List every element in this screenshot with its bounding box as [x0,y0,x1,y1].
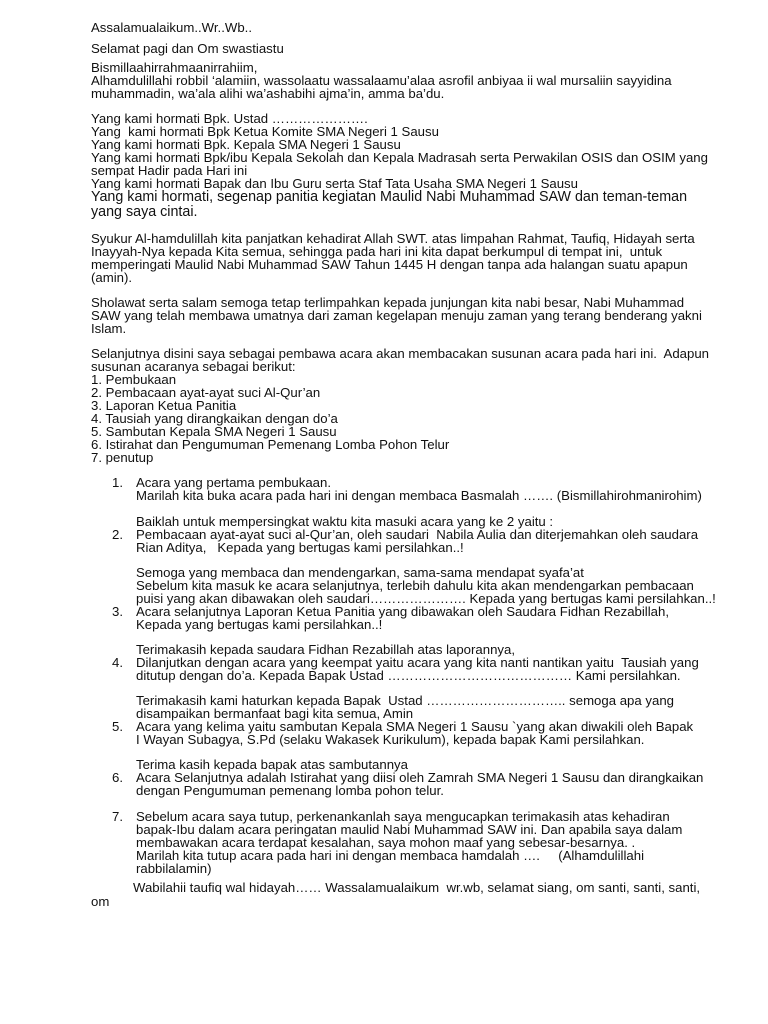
agenda-item: 5. Sambutan Kepala SMA Negeri 1 Sausu [91,424,337,439]
step-number: 1. [112,475,123,490]
step-line: Sebelum acara saya tutup, perkenankanlah saya mengucapkan terimakasih atas kehadiran [136,809,670,824]
step-line: Acara yang kelima yaitu sambutan Kepala SMA Negeri 1 Sausu `yang akan diwakili oleh Bapak [136,719,694,734]
bridge-line: puisi yang akan dibawakan oleh saudari…………………. Kepada yang bertugas kami persilahkan..! [136,591,716,606]
honor-committee-line: Yang kami hormati, segenap panitia kegiatan Maulid Nabi Muhammad SAW dan teman-teman [91,189,688,205]
bridge-line: Terimakasih kami haturkan kepada Bapak Ustad ………………………….. semoga apa yang [136,693,674,708]
bridge-line: disampaikan bermanfaat bagi kita semua, Amin [136,706,414,721]
step-line: bapak-Ibu dalam acara peringatan maulid Nabi Muhammad SAW ini. Dan apabila saya dalam [136,822,683,837]
step-number: 3. [112,604,123,619]
greeting-line: Assalamualaikum..Wr..Wb.. [91,20,252,35]
morning-line: Selamat pagi dan Om swastiastu [91,41,284,56]
step-line: Acara selanjutnya Laporan Ketua Panitia yang dibawakan oleh Saudara Fidhan Rezabillah, [136,604,669,619]
syukur-line: memperingati Maulid Nabi Muhammad SAW Tahun 1445 H dengan tanpa ada halangan suatu apapun [91,257,688,272]
step-line: Marilah kita tutup acara pada hari ini dengan membaca hamdalah …. (Alhamdulillahi [136,848,644,863]
intro-line: Selanjutnya disini saya sebagai pembawa acara akan membacakan susunan acara pada hari ini. Adapun [91,346,710,361]
agenda-item: 7. penutup [91,450,154,465]
step-line: Acara Selanjutnya adalah Istirahat yang diisi oleh Zamrah SMA Negeri 1 Sausu dan dirangkaikan [136,770,704,785]
honor-line: Yang kami hormati Bpk Ketua Komite SMA Negeri 1 Sausu [91,124,439,139]
honor-committee-line: yang saya cintai. [91,204,198,220]
agenda-item: 3. Laporan Ketua Panitia [91,398,237,413]
step-number: 2. [112,527,123,542]
agenda-item: 1. Pembukaan [91,372,177,387]
honor-line: Yang kami hormati Bpk. Kepala SMA Negeri 1 Sausu [91,137,401,152]
syukur-line: Inayyah-Nya kepada Kita semua, sehingga pada hari ini kita dapat berkumpul di tempat ini, untuk [91,244,663,259]
step-number: 7. [112,809,123,824]
intro-line: susunan acaranya sebagai berikut: [91,359,296,374]
step-line: Pembacaan ayat-ayat suci al-Qur’an, oleh saudari Nabila Aulia dan diterjemahkan oleh saudara [136,527,699,542]
bridge-line: Baiklah untuk mempersingkat waktu kita masuki acara yang ke 2 yaitu : [136,514,554,529]
step-number: 4. [112,655,123,670]
step-number: 6. [112,770,123,785]
agenda-item: 2. Pembacaan ayat-ayat suci Al-Qur’an [91,385,321,400]
step-line: Acara yang pertama pembukaan. [136,475,331,490]
opening-line: muhammadin, wa’ala alihi wa’ashabihi ajma’in, amma ba’du. [91,86,445,101]
honor-line: Yang kami hormati Bpk/ibu Kepala Sekolah dan Kepala Madrasah serta Perwakilan OSIS dan OSIM yang [91,150,708,165]
closing-line: om [91,894,110,909]
bridge-line: Semoga yang membaca dan mendengarkan, sama-sama mendapat syafa’at [136,565,584,580]
step-number: 5. [112,719,123,734]
syukur-line: Syukur Al-hamdulillah kita panjatkan kehadirat Allah SWT. atas limpahan Rahmat, Taufiq, Hidayah serta [91,231,695,246]
step-line: ditutup dengan do’a. Kepada Bapak Ustad …………………………………… Kami persilahkan. [136,668,681,683]
step-line: I Wayan Subagya, S.Pd (selaku Wakasek Kurikulum), kepada bapak Kami persilahkan. [136,732,645,747]
opening-line: Alhamdulillahi robbil ‘alamiin, wassolaatu wassalaamu’alaa asrofil anbiyaa ii wal mursaliin sayyidina [91,73,672,88]
honor-line: Yang kami hormati Bapak dan Ibu Guru serta Staf Tata Usaha SMA Negeri 1 Sausu [91,176,578,191]
step-line: membawakan acara terdapat kesalahan, saya mohon maaf yang sebesar-besarnya. . [136,835,636,850]
agenda-item: 6. Istirahat dan Pengumuman Pemenang Lomba Pohon Telur [91,437,450,452]
step-line: dengan Pengumuman pemenang lomba pohon telur. [136,783,444,798]
syukur-line: (amin). [91,270,133,285]
bridge-line: Sebelum kita masuk ke acara selanjutnya, terlebih dahulu kita akan mendengarkan pembacaan [136,578,694,593]
step-line: Marilah kita buka acara pada hari ini dengan membaca Basmalah ……. (Bismillahirohmanirohim) [136,488,702,503]
agenda-item: 4. Tausiah yang dirangkaikan dengan do’a [91,411,338,426]
opening-line: Bismillaahirrahmaanirrahiim, [91,60,258,75]
sholawat-line: SAW yang telah membawa umatnya dari zaman kegelapan menuju zaman yang terang benderang yakni [91,308,702,323]
step-line: Dilanjutkan dengan acara yang keempat yaitu acara yang kita nanti nantikan yaitu Tausiah yang [136,655,699,670]
honor-line: Yang kami hormati Bpk. Ustad …………………. [91,111,368,126]
step-line: Rian Aditya, Kepada yang bertugas kami persilahkan..! [136,540,464,555]
sholawat-line: Islam. [91,321,127,336]
step-line: Kepada yang bertugas kami persilahkan..! [136,617,383,632]
honor-line: sempat Hadir pada Hari ini [91,163,248,178]
step-line: rabbilalamin) [136,861,212,876]
closing-line: Wabilahii taufiq wal hidayah…… Wassalamualaikum wr.wb, selamat siang, om santi, santi, santi, [133,880,701,895]
sholawat-line: Sholawat serta salam semoga tetap terlimpahkan kepada junjungan kita nabi besar, Nabi Muhammad [91,295,685,310]
bridge-line: Terimakasih kepada saudara Fidhan Rezabillah atas laporannya, [136,642,516,657]
bridge-line: Terima kasih kepada bapak atas sambutannya [136,757,408,772]
